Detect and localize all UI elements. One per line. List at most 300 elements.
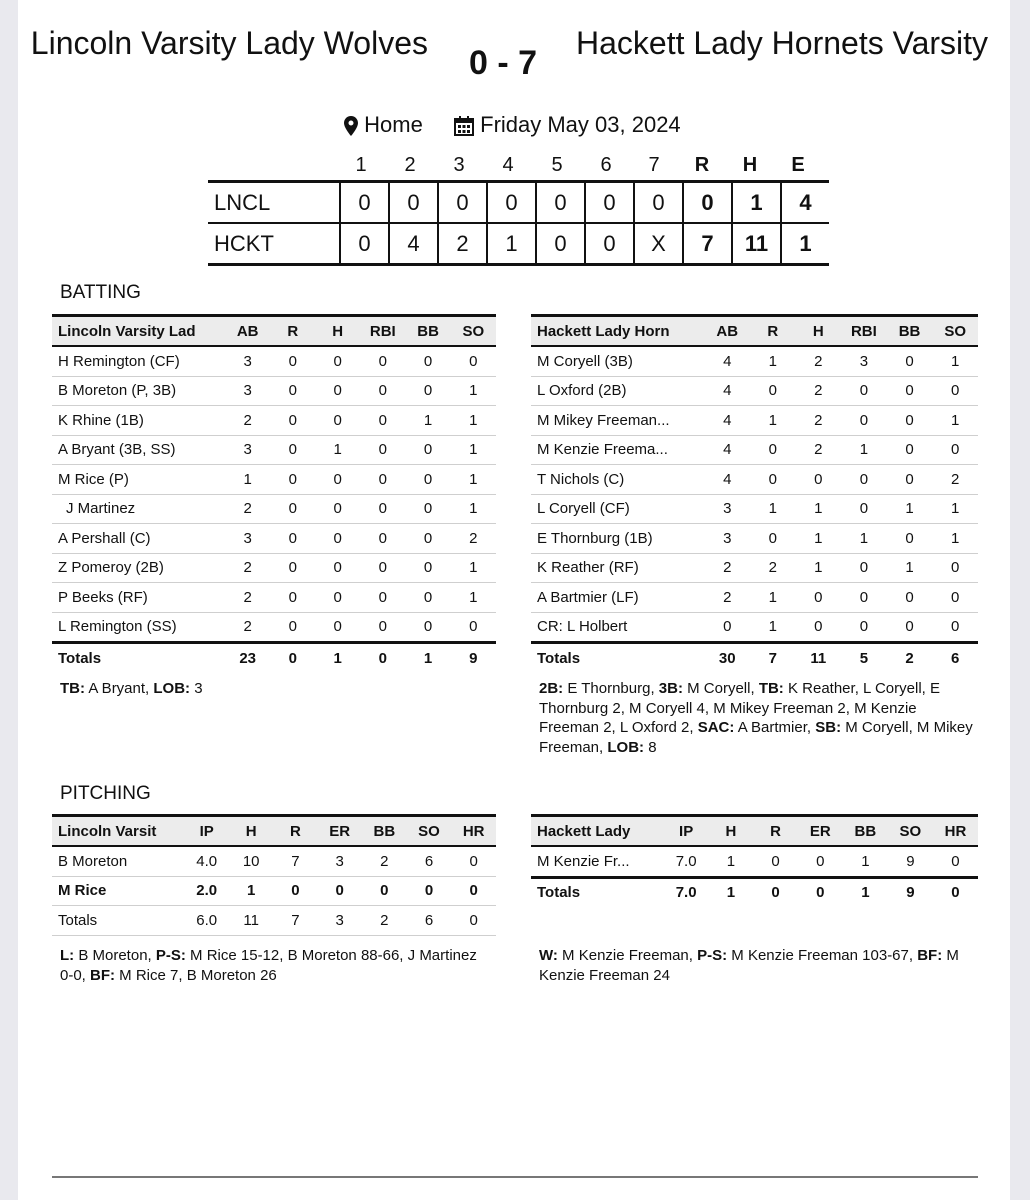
stat-cell: 0 [932,376,978,406]
totals-cell: 1 [405,643,450,673]
stat-cell: 0 [750,435,795,465]
player-name: M Rice [52,876,184,906]
ls-header: 7 [648,154,660,176]
pitching-section-title: PITCHING [60,783,151,804]
pitching-table-home [531,814,978,907]
table-row [52,846,496,876]
ls-inning: 0 [340,182,389,224]
player-name: L Coryell (CF) [531,494,704,524]
player-name: K Rhine (1B) [52,406,225,436]
totals-cell: 9 [451,643,496,673]
stat-cell: 0 [841,583,887,613]
note-label: TB: [60,680,85,697]
table-header-row [52,316,496,347]
ls-inning: 0 [536,182,585,224]
column-header: HR [933,816,978,847]
stat-cell: 1 [796,553,842,583]
note-text: B Moreton, [74,947,156,964]
totals-row [52,643,496,673]
home-team-name: Hackett Lady Hornets Varsity [576,25,989,61]
totals-cell: 1 [315,643,360,673]
player-name: M Coryell (3B) [531,346,704,376]
pitching-notes-away [60,946,490,985]
stat-cell: 1 [841,435,887,465]
stat-cell: 6 [407,906,452,936]
stat-cell: 0 [451,846,496,876]
totals-cell: 1 [843,877,888,907]
stat-cell: 10 [229,846,273,876]
stat-cell: 2 [225,494,270,524]
stat-cell: 0 [887,465,933,495]
stat-cell: 1 [709,846,754,877]
stat-cell: 0 [362,876,407,906]
stat-cell: 0 [315,406,360,436]
stat-cell: 0 [270,435,315,465]
stat-cell: 1 [932,346,978,376]
stat-cell: 1 [750,406,795,436]
batting-section-title: BATTING [60,282,141,303]
table-row [531,553,978,583]
player-name: CR: L Holbert [531,612,704,643]
stat-cell: 0 [405,465,450,495]
column-header: ER [798,816,843,847]
stat-cell: 0 [270,465,315,495]
away-team-name: Lincoln Varsity Lady Wolves [30,25,428,61]
column-header: R [273,816,317,847]
stat-cell: 0 [887,346,933,376]
ls-inning: 0 [536,223,585,265]
table-row [531,465,978,495]
stat-cell: 0 [360,524,405,554]
stat-cell: 2.0 [184,876,229,906]
stat-cell: 3 [704,524,750,554]
totals-cell: 0 [798,877,843,907]
stat-cell: 0 [360,494,405,524]
ls-hits: 1 [732,182,781,224]
stat-cell: 0 [270,406,315,436]
table-row [52,406,496,436]
ls-inning: X [634,223,683,265]
stat-cell: 1 [887,494,933,524]
ls-header-hits: H [742,154,758,176]
note-label: P-S: [697,947,728,964]
totals-cell: 1 [709,877,754,907]
stat-cell: 0 [407,876,452,906]
pitching-table-away [52,814,496,936]
table-row [531,494,978,524]
player-name: M Rice (P) [52,465,225,495]
totals-cell: 7 [750,643,795,673]
player-name: M Kenzie Freema... [531,435,704,465]
stat-cell: 6.0 [184,906,229,936]
ls-inning: 0 [389,182,438,224]
totals-cell: 11 [796,643,842,673]
stat-cell: 2 [796,406,842,436]
ls-inning: 0 [634,182,683,224]
player-name: A Bryant (3B, SS) [52,435,225,465]
column-header: SO [888,816,933,847]
stat-cell: 4 [704,406,750,436]
calendar-icon [454,112,480,137]
column-header: BB [405,316,450,347]
table-header-row [531,816,978,847]
stat-cell: 2 [225,406,270,436]
stat-cell: 0 [405,553,450,583]
stat-cell: 3 [317,906,362,936]
ls-inning: 0 [585,223,634,265]
note-text: A Bryant, [85,680,154,697]
column-header: BB [843,816,888,847]
table-row [531,846,978,877]
note-label: BF: [917,947,943,964]
stat-cell: 4 [704,435,750,465]
stat-cell: 1 [796,494,842,524]
totals-row [531,643,978,673]
column-header-team: Hackett Lady [531,816,664,847]
stat-cell: 0 [315,465,360,495]
ls-runs: 7 [683,223,732,265]
ls-team: LNCL [208,182,340,224]
table-row [531,406,978,436]
note-text: M Kenzie Freeman, [557,947,698,964]
note-text: A Bartmier, [734,719,816,736]
totals-cell: 6 [932,643,978,673]
note-label: 2B: [539,680,564,697]
linescore-row-home [208,223,829,265]
totals-cell: 5 [841,643,887,673]
totals-cell: 9 [888,877,933,907]
note-text: 3 [190,680,203,697]
player-name: A Bartmier (LF) [531,583,704,613]
totals-row [531,877,978,907]
stat-cell: 2 [225,553,270,583]
stat-cell: 1 [229,876,273,906]
note-label: L: [60,947,75,964]
stat-cell: 0 [798,846,843,877]
ls-header: 4 [502,154,514,176]
column-header-team: Lincoln Varsit [52,816,184,847]
table-header-row [531,316,978,347]
column-header: H [709,816,754,847]
stat-cell: 0 [315,583,360,613]
stat-cell: 0 [270,612,315,643]
stat-cell: 0 [753,846,798,877]
ls-errors: 4 [781,182,829,224]
stat-cell: 0 [405,583,450,613]
stat-cell: 0 [270,553,315,583]
location [344,112,423,138]
stat-cell: 1 [750,583,795,613]
stat-cell: 0 [405,435,450,465]
stat-cell: 0 [887,612,933,643]
player-name: Z Pomeroy (2B) [52,553,225,583]
table-row [52,524,496,554]
player-name: B Moreton [52,846,184,876]
ls-inning: 0 [585,182,634,224]
stat-cell: 1 [451,465,496,495]
stat-cell: 0 [887,524,933,554]
stat-cell: 1 [315,435,360,465]
column-header: AB [225,316,270,347]
player-name: Totals [52,906,184,936]
totals-cell: 0 [360,643,405,673]
stat-cell: 0 [451,906,496,936]
column-header: SO [932,316,978,347]
column-header: R [753,816,798,847]
player-name: L Oxford (2B) [531,376,704,406]
note-label: 3B: [658,680,683,697]
stat-cell: 7.0 [664,846,709,877]
stat-cell: 0 [451,346,496,376]
note-text: M Rice 7, B Moreton 26 [115,966,277,984]
note-text: 8 [644,738,657,756]
stat-cell: 2 [932,465,978,495]
stat-cell: 0 [405,376,450,406]
stat-cell: 1 [225,465,270,495]
game-date [454,112,681,138]
player-name: K Reather (RF) [531,553,704,583]
stat-cell: 0 [841,553,887,583]
ls-inning: 0 [438,182,487,224]
stat-cell: 1 [841,524,887,554]
totals-cell: 23 [225,643,270,673]
stat-cell: 0 [273,876,317,906]
note-label: SAC: [697,719,735,736]
stat-cell: 0 [317,876,362,906]
table-row [52,553,496,583]
ls-inning: 2 [438,223,487,265]
stat-cell: 0 [405,346,450,376]
totals-label: Totals [531,877,664,907]
stat-cell: 3 [225,346,270,376]
stat-cell: 0 [270,583,315,613]
stat-cell: 3 [225,524,270,554]
table-row [531,376,978,406]
stat-cell: 0 [360,346,405,376]
stat-cell: 0 [360,553,405,583]
batting-table-away [52,314,496,673]
column-header: H [796,316,842,347]
stat-cell: 0 [932,583,978,613]
stat-cell: 2 [796,376,842,406]
stat-cell: 1 [451,553,496,583]
column-header: IP [664,816,709,847]
stat-cell: 2 [796,435,842,465]
stat-cell: 2 [225,612,270,643]
stat-cell: 0 [841,612,887,643]
stat-cell: 0 [315,346,360,376]
stat-cell: 0 [887,406,933,436]
stat-cell: 11 [229,906,273,936]
table-row [531,435,978,465]
stat-cell: 0 [841,465,887,495]
player-name: M Mikey Freeman... [531,406,704,436]
stat-cell: 0 [750,376,795,406]
stat-cell: 0 [704,612,750,643]
stat-cell: 0 [270,524,315,554]
stat-cell: 1 [451,583,496,613]
note-text: M Kenzie Freeman 24 [539,947,959,984]
boxscore-sheet [18,0,1010,1200]
stat-cell: 0 [360,583,405,613]
totals-cell: 0 [270,643,315,673]
totals-cell: 2 [887,643,933,673]
table-row [52,465,496,495]
stat-cell: 0 [841,406,887,436]
stat-cell: 0 [932,612,978,643]
ls-inning: 1 [487,223,536,265]
note-label: BF: [90,966,116,984]
stat-cell: 1 [451,406,496,436]
player-name: J Martinez [52,494,225,524]
stat-cell: 0 [841,494,887,524]
stat-cell: 7 [273,846,317,876]
player-name: L Remington (SS) [52,612,225,643]
ls-header: 6 [600,154,612,176]
totals-cell: 7.0 [664,877,709,907]
table-row [52,583,496,613]
ls-inning: 0 [340,223,389,265]
linescore-table [208,180,829,266]
note-text: M Kenzie Freeman 103-67, [727,947,918,964]
note-label: W: [539,947,558,964]
stat-cell: 3 [317,846,362,876]
stat-cell: 1 [750,612,795,643]
stat-cell: 0 [405,524,450,554]
stat-cell: 0 [451,876,496,906]
stat-cell: 6 [407,846,452,876]
batting-notes-away [60,679,490,699]
stat-cell: 0 [796,612,842,643]
ls-inning: 4 [389,223,438,265]
stat-cell: 0 [750,465,795,495]
stat-cell: 2 [750,553,795,583]
stat-cell: 4 [704,465,750,495]
stat-cell: 2 [704,583,750,613]
ls-inning: 0 [487,182,536,224]
table-row [52,435,496,465]
table-row [531,346,978,376]
ls-hits: 11 [732,223,781,265]
column-header: R [270,316,315,347]
ls-header: 5 [551,154,563,176]
stat-cell: 2 [704,553,750,583]
stat-cell: 0 [796,583,842,613]
stat-cell: 4 [704,346,750,376]
stat-cell: 0 [932,553,978,583]
totals-label: Totals [52,643,225,673]
stat-cell: 0 [315,612,360,643]
ls-header: 1 [355,154,367,176]
batting-notes-home [539,679,979,757]
note-text: M Coryell, [682,680,759,697]
game-score: 0 - 7 [468,44,538,82]
stat-cell: 0 [360,435,405,465]
column-header-team: Hackett Lady Horn [531,316,704,347]
column-header: H [229,816,273,847]
stat-cell: 1 [932,494,978,524]
stat-cell: 1 [843,846,888,877]
stat-cell: 0 [360,406,405,436]
totals-cell: 30 [704,643,750,673]
table-row [52,906,496,936]
ls-header-errors: E [791,154,805,176]
footer-divider [52,1176,978,1178]
note-label: TB: [758,680,784,697]
note-label: LOB: [607,738,645,756]
stat-cell: 1 [932,524,978,554]
ls-team: HCKT [208,223,340,265]
stat-cell: 2 [796,346,842,376]
note-text: M Coryell, M Mikey Freeman, [539,719,973,756]
stat-cell: 0 [360,612,405,643]
stat-cell: 2 [362,846,407,876]
column-header-team: Lincoln Varsity Lad [52,316,225,347]
table-header-row [52,816,496,847]
stat-cell: 0 [405,494,450,524]
stat-cell: 1 [750,494,795,524]
table-row [52,612,496,643]
totals-label: Totals [531,643,704,673]
player-name: B Moreton (P, 3B) [52,376,225,406]
table-row [531,612,978,643]
stat-cell: 1 [451,435,496,465]
stat-cell: 0 [270,346,315,376]
totals-cell: 0 [933,877,978,907]
stat-cell: 3 [841,346,887,376]
table-row [52,346,496,376]
note-label: P-S: [155,947,186,964]
stat-cell: 0 [405,612,450,643]
stat-cell: 0 [750,524,795,554]
note-label: LOB: [153,680,191,697]
note-text: E Thornburg, [563,680,659,697]
date-label: Friday May 03, 2024 [480,112,681,137]
note-text: K Reather, L Coryell, E Thornburg 2, M Coryell 4, M Mikey Freeman 2, M Kenzie Freeman 2, L Oxford 2, [539,680,940,736]
stat-cell: 9 [888,846,933,877]
pitching-notes-home [539,946,979,985]
column-header: BB [887,316,933,347]
player-name: A Pershall (C) [52,524,225,554]
linescore-row-away [208,182,829,224]
column-header: SO [407,816,452,847]
stat-cell: 1 [796,524,842,554]
stat-cell: 1 [887,553,933,583]
note-text: M Rice 15-12, B Moreton 88-66, J Martinez 0-0, [60,947,477,984]
stat-cell: 0 [887,583,933,613]
batting-table-home [531,314,978,673]
stat-cell: 3 [704,494,750,524]
column-header: BB [362,816,407,847]
table-row [531,524,978,554]
player-name: E Thornburg (1B) [531,524,704,554]
stat-cell: 0 [932,435,978,465]
note-label: SB: [815,719,842,736]
stat-cell: 0 [360,465,405,495]
stat-cell: 1 [451,494,496,524]
stat-cell: 4 [704,376,750,406]
stat-cell: 1 [405,406,450,436]
column-header: ER [317,816,362,847]
ls-header: 2 [404,154,416,176]
stat-cell: 0 [451,612,496,643]
player-name: T Nichols (C) [531,465,704,495]
stat-cell: 0 [887,435,933,465]
ls-header-runs: R [694,154,710,176]
stat-cell: 0 [796,465,842,495]
stat-cell: 0 [933,846,978,877]
player-name: P Beeks (RF) [52,583,225,613]
